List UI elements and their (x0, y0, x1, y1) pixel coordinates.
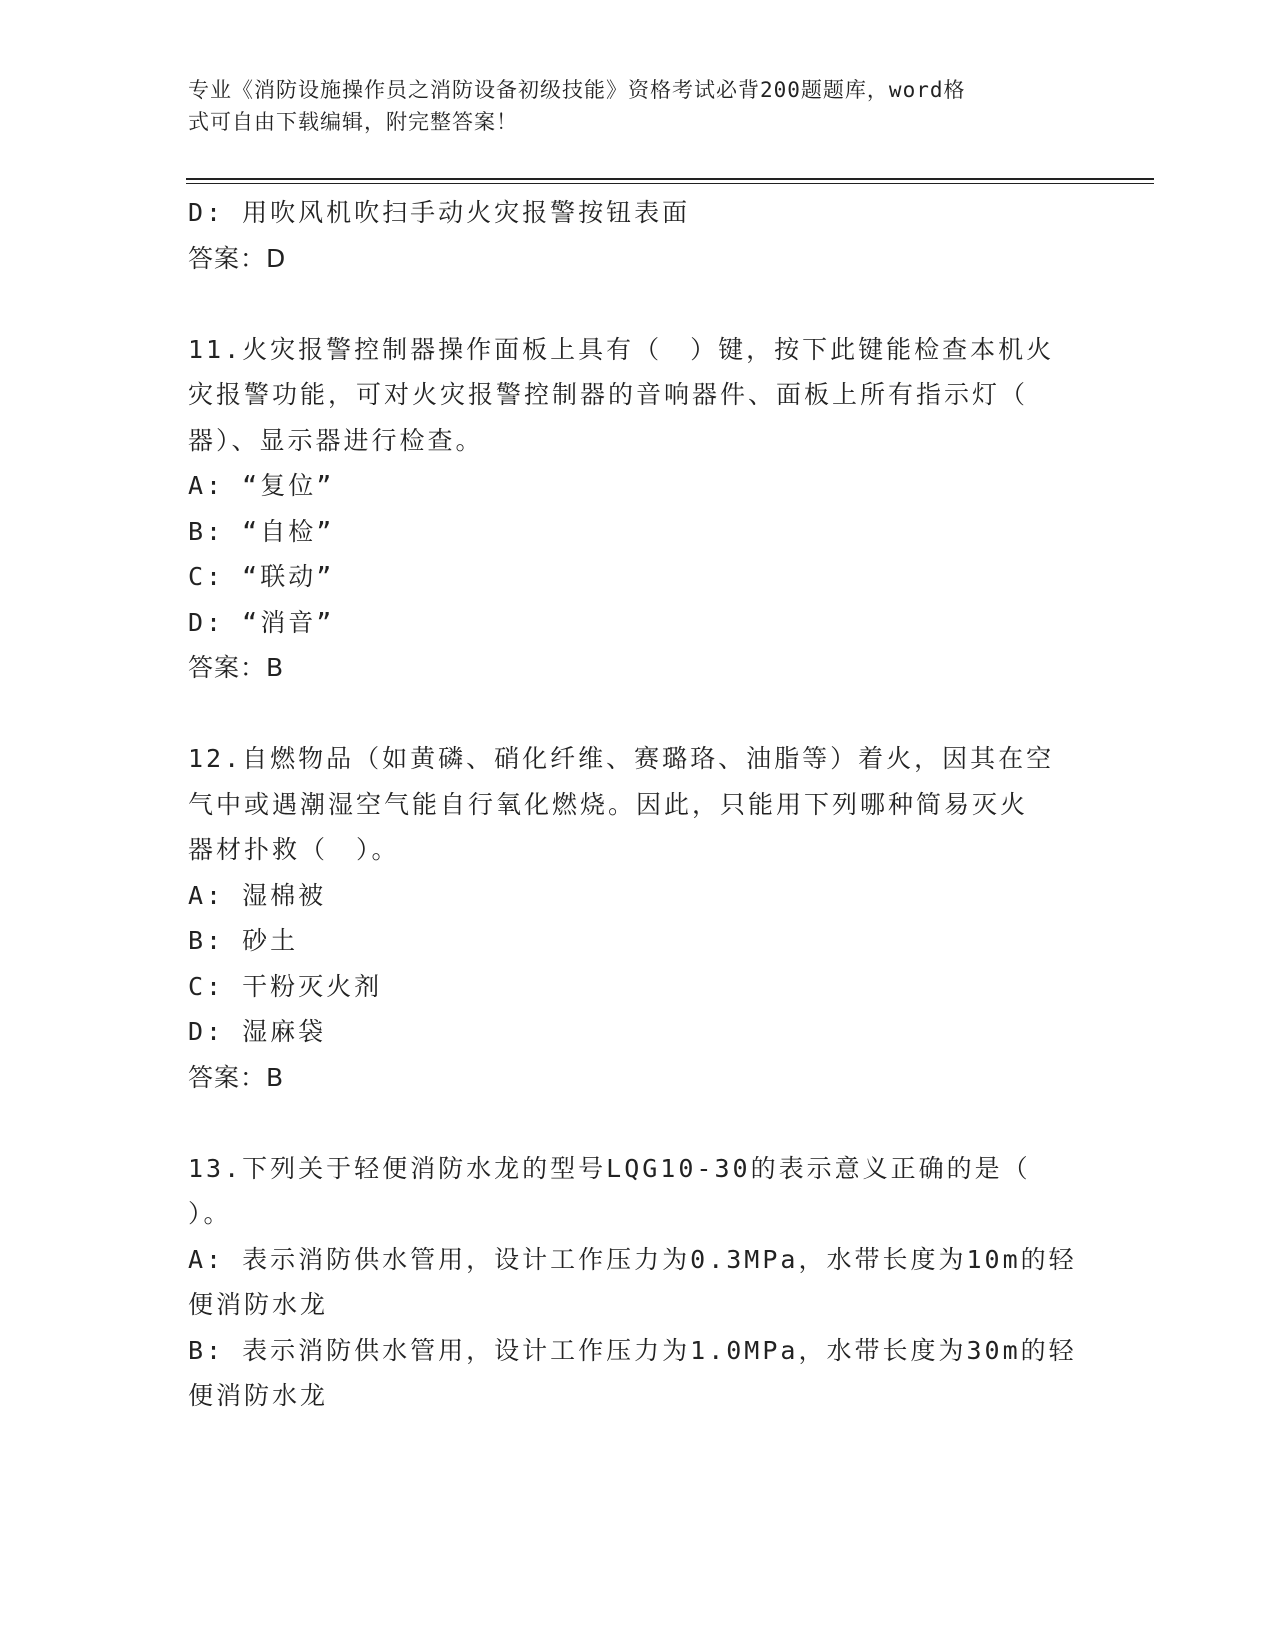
header-title-line-1: 专业《消防设施操作员之消防设备初级技能》资格考试必背200题题库，word格 (188, 78, 966, 102)
option-c: C: 干粉灭火剂 (188, 971, 383, 1001)
option-a: A: “复位” (188, 471, 335, 500)
spacer (188, 691, 1088, 737)
answer-line: 答案：B (188, 653, 285, 682)
spacer (188, 1100, 1088, 1146)
option-b: B: 表示消防供水管用，设计工作压力为1.0MPa，水带长度为30m的轻 (188, 1335, 1077, 1365)
question-stem-line: 灾报警功能，可对火灾报警控制器的音响器件、面板上所有指示灯（ (188, 380, 1029, 409)
option-a: A: 表示消防供水管用，设计工作压力为0.3MPa，水带长度为10m的轻 (188, 1244, 1077, 1274)
header-title-line-2: 式可自由下载编辑，附完整答案！ (188, 110, 518, 134)
question-12 (188, 736, 1088, 1100)
option-b: B: “自检” (188, 516, 335, 546)
question-stem-line: 12.自燃物品（如黄磷、硝化纤维、赛璐珞、油脂等）着火，因其在空 (188, 744, 1055, 773)
question-stem-line: 气中或遇潮湿空气能自行氧化燃烧。因此，只能用下列哪种简易灭火 (188, 789, 1029, 819)
question-stem-line: ）。 (188, 1199, 232, 1228)
question-stem-line: 13.下列关于轻便消防水龙的型号LQG10-30的表示意义正确的是（ (188, 1153, 1031, 1183)
option-d: D: 湿麻袋 (188, 1017, 327, 1046)
question-13 (188, 1146, 1088, 1419)
option-c: C: “联动” (188, 562, 335, 591)
spacer (188, 281, 1088, 327)
document-body (188, 190, 1088, 1419)
option-b: B: 砂土 (188, 926, 299, 955)
option-a: A: 湿棉被 (188, 880, 327, 910)
question-10-tail (188, 190, 1088, 281)
document-header (188, 74, 1068, 138)
option-d: D: “消音” (188, 607, 335, 637)
question-stem-line: 器材扑救（ ）。 (188, 835, 400, 864)
answer-line: 答案：B (188, 1062, 285, 1092)
question-stem-line: 器）、显示器进行检查。 (188, 425, 484, 455)
question-stem-line: 11.火灾报警控制器操作面板上具有（ ）键，按下此键能检查本机火 (188, 334, 1055, 364)
header-divider (186, 178, 1154, 184)
option-a-continued: 便消防水龙 (188, 1290, 329, 1319)
option-b-continued: 便消防水龙 (188, 1381, 329, 1410)
answer-line: 答案：D (188, 243, 287, 273)
question-11 (188, 327, 1088, 691)
option-d: D: 用吹风机吹扫手动火灾报警按钮表面 (188, 198, 691, 227)
